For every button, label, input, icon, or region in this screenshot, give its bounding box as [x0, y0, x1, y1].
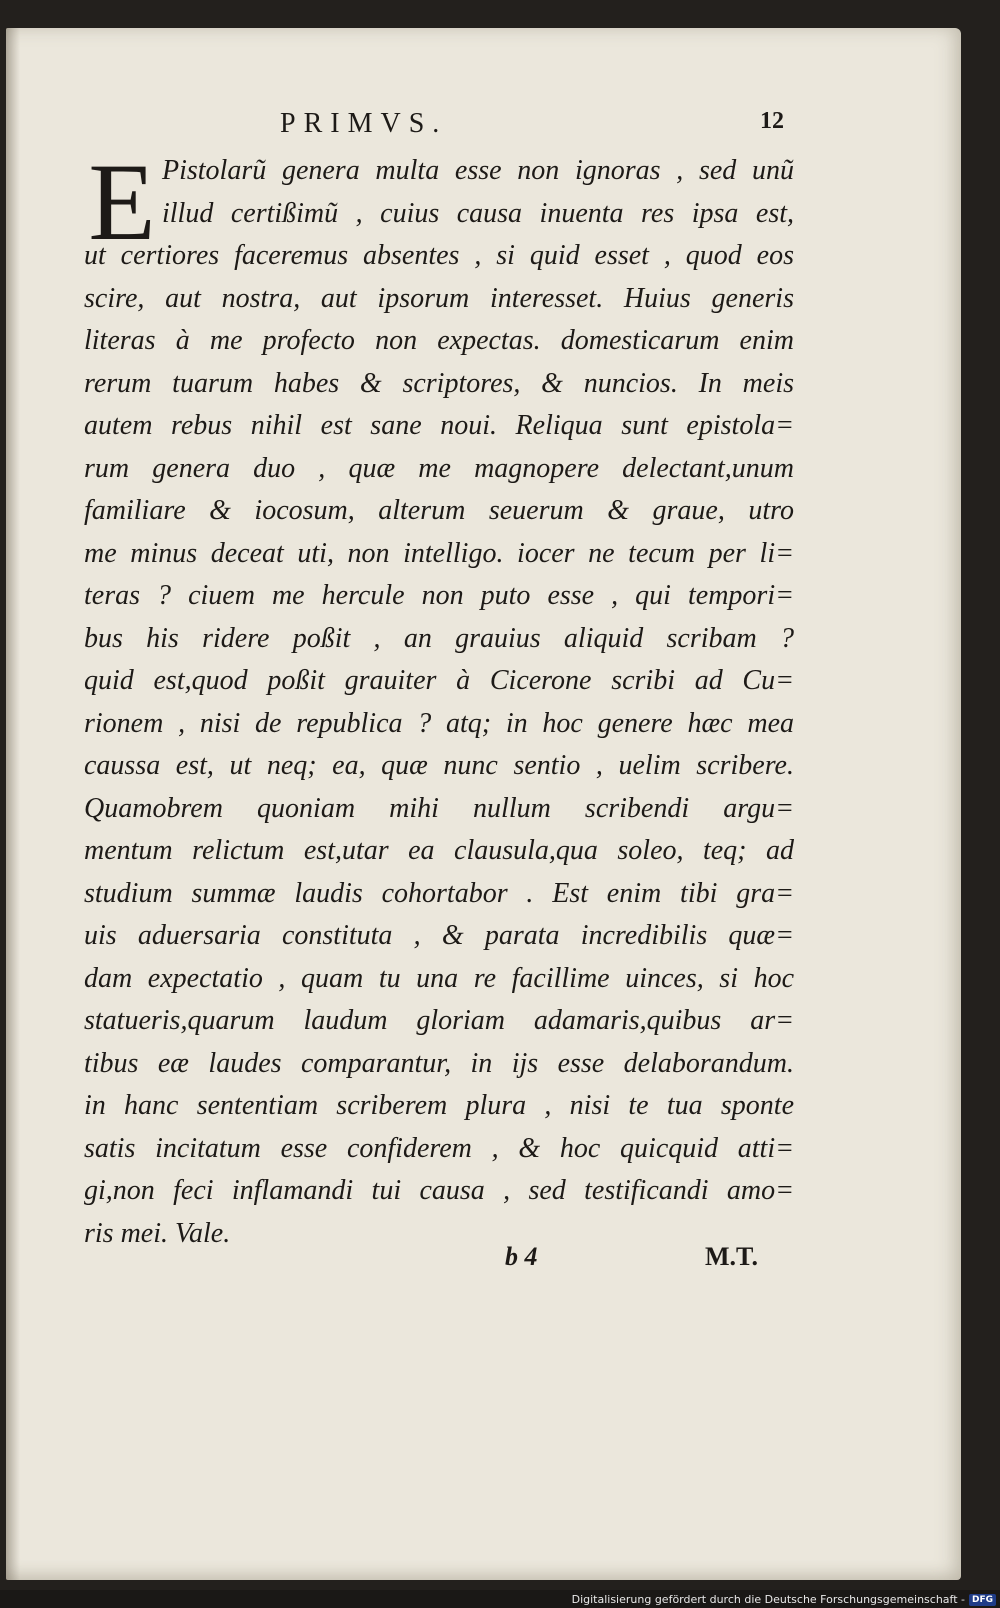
signature-mark: b 4	[505, 1242, 538, 1271]
letter-body	[84, 141, 794, 1255]
text-line: mentum relictum est,utar ea clausula,qua soleo, teq; ad	[84, 835, 794, 866]
credit-text: Digitalisierung gefördert durch die Deutsche Forschungsgemeinschaft -	[571, 1593, 965, 1606]
text-line: me minus deceat uti, non intelligo. iocer ne tecum per li=	[84, 537, 794, 569]
text-line: satis incitatum esse confiderem , & hoc quicquid atti=	[84, 1132, 794, 1164]
digitization-credit	[572, 1593, 996, 1606]
text-line: autem rebus nihil est sane noui. Reliqua sunt epistola=	[84, 410, 794, 441]
text-line: dam expectatio , quam tu una re facillime uinces, si hoc	[84, 962, 794, 994]
text-line: Pistolarũ genera multa esse non ignoras , sed unũ	[162, 155, 794, 186]
text-line: scire, aut nostra, aut ipsorum interesset. Huius generis	[84, 282, 794, 314]
text-line: bus his ridere poßit , an grauius aliquid scribam ?	[84, 622, 794, 654]
text-line: gi,non feci inflamandi tui causa , sed testificandi amo=	[84, 1175, 794, 1206]
running-head-title: PRIMVS.	[280, 108, 448, 139]
text-line: Quamobrem quoniam mihi nullum scribendi argu=	[84, 792, 794, 824]
decorated-initial: E	[88, 141, 156, 263]
text-line: familiare & iocosum, alterum seuerum & graue, utro	[84, 495, 794, 526]
catchword: M.T.	[705, 1242, 758, 1271]
page-gutter-shadow	[6, 28, 20, 1580]
text-line: illud certißimũ , cuius causa inuenta res ipsa est,	[162, 197, 794, 229]
text-line: ut certiores faceremus absentes , si quid esset , quod eos	[84, 240, 794, 271]
text-line: rionem , nisi de republica ? atq; in hoc genere hæc mea	[84, 707, 794, 739]
text-line: ris mei. Vale.	[84, 1217, 231, 1249]
text-line: studium summæ laudis cohortabor . Est enim tibi gra=	[84, 877, 794, 909]
text-line: quid est,quod poßit grauiter à Cicerone scribi ad Cu=	[84, 665, 794, 696]
text-line: rerum tuarum habes & scriptores, & nuncios. In meis	[84, 367, 794, 399]
text-line: caussa est, ut neq; ea, quæ nunc sentio , uelim scribere.	[84, 750, 794, 781]
text-line: teras ? ciuem me hercule non puto esse , qui tempori=	[84, 580, 794, 611]
text-line: in hanc sententiam scriberem plura , nisi te tua sponte	[84, 1090, 794, 1121]
text-line: uis aduersaria constituta , & parata incredibilis quæ=	[84, 920, 794, 951]
text-line: rum genera duo , quæ me magnopere delectant,unum	[84, 452, 794, 484]
dfg-logo-icon: DFG	[969, 1594, 996, 1606]
text-line: tibus eæ laudes comparantur, in ijs esse delaborandum.	[84, 1047, 794, 1079]
page-number: 12	[760, 108, 784, 134]
text-line: literas à me profecto non expectas. domesticarum enim	[84, 325, 794, 356]
text-line: statueris,quarum laudum gloriam adamaris,quibus ar=	[84, 1005, 794, 1036]
